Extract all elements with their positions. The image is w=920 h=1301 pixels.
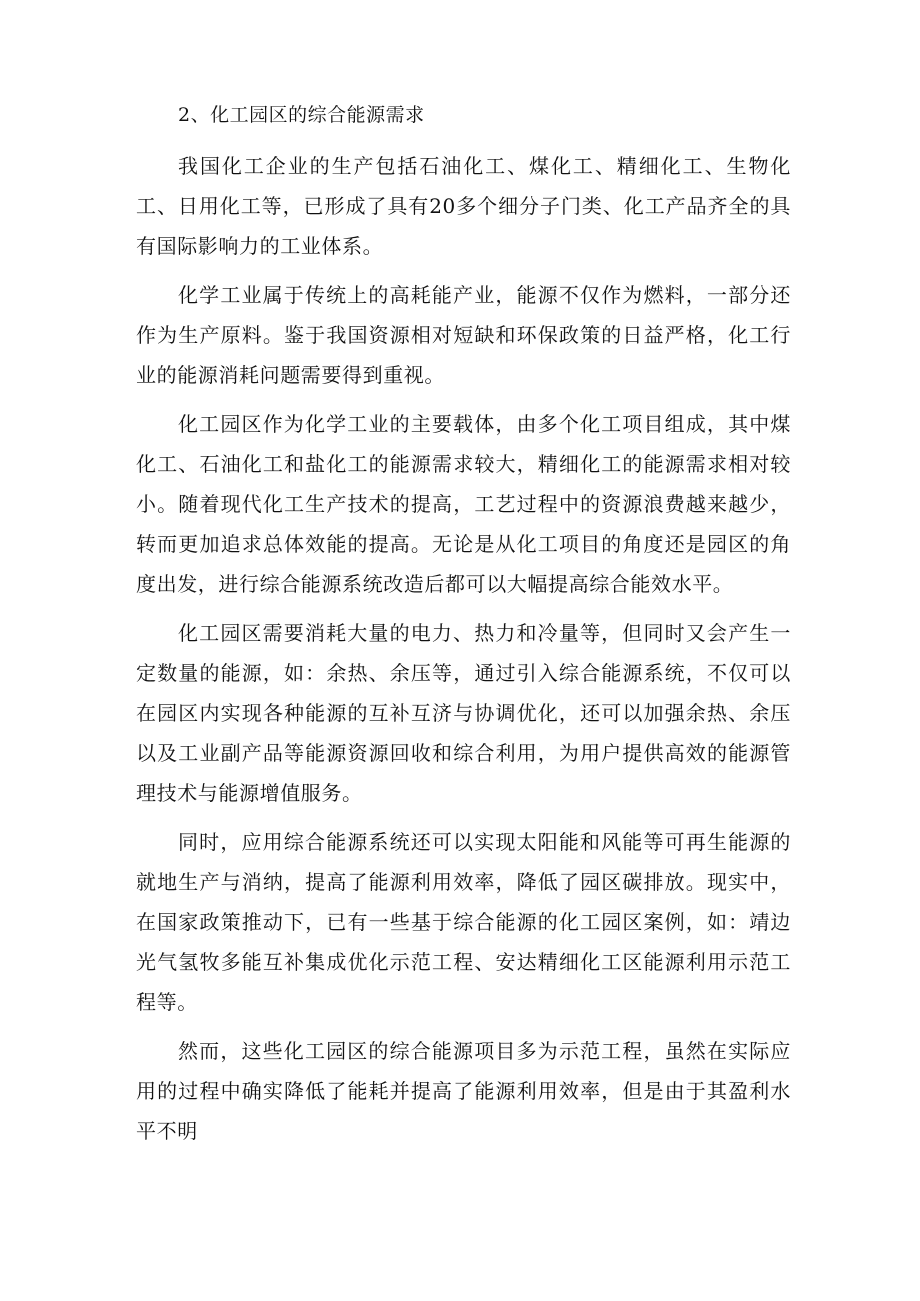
paragraph-demonstration-projects: 然而，这些化工园区的综合能源项目多为示范工程，虽然在实际应用的过程中确实降低了能耗并提高了能源利用效率，但是由于其盈利水平不明 [136, 1039, 791, 1143]
section-heading: 2、化工园区的综合能源需求 [178, 104, 425, 126]
paragraph-park-carrier: 化工园区作为化学工业的主要载体，由多个化工项目组成，其中煤化工、石油化工和盐化工的能源需求较大，精细化工的能源需求相对较小。随着现代化工生产技术的提高，工艺过程中的资源浪费越来越少，转而更加追求总体效能的提高。无论是从化工项目的角度还是园区的角度出发，进行综合能源系统改造后都可以大幅提高综合能效水平。 [136, 412, 791, 596]
document-body [136, 96, 791, 1151]
paragraph-renewables: 同时，应用综合能源系统还可以实现太阳能和风能等可再生能源的就地生产与消纳，提高了能源利用效率，降低了园区碳排放。现实中，在国家政策推动下，已有一些基于综合能源的化工园区案例，如：靖边光气氢牧多能互补集成优化示范工程、安达精细化工区能源利用示范工程等。 [136, 830, 791, 1014]
paragraph-energy-intensity: 化学工业属于传统上的高耗能产业，能源不仅作为燃料，一部分还作为生产原料。鉴于我国资源相对短缺和环保政策的日益严格，化工行业的能源消耗问题需要得到重视。 [136, 283, 791, 387]
paragraph-industry-overview: 我国化工企业的生产包括石油化工、煤化工、精细化工、生物化工、日用化工等，已形成了具有20多个细分子门类、化工产品齐全的具有国际影响力的工业体系。 [136, 154, 791, 258]
paragraph-energy-consumption: 化工园区需要消耗大量的电力、热力和冷量等，但同时又会产生一定数量的能源，如：余热、余压等，通过引入综合能源系统，不仅可以在园区内实现各种能源的互补互济与协调优化，还可以加强余热、余压以及工业副产品等能源资源回收和综合利用，为用户提供高效的能源管理技术与能源增值服务。 [136, 621, 791, 805]
